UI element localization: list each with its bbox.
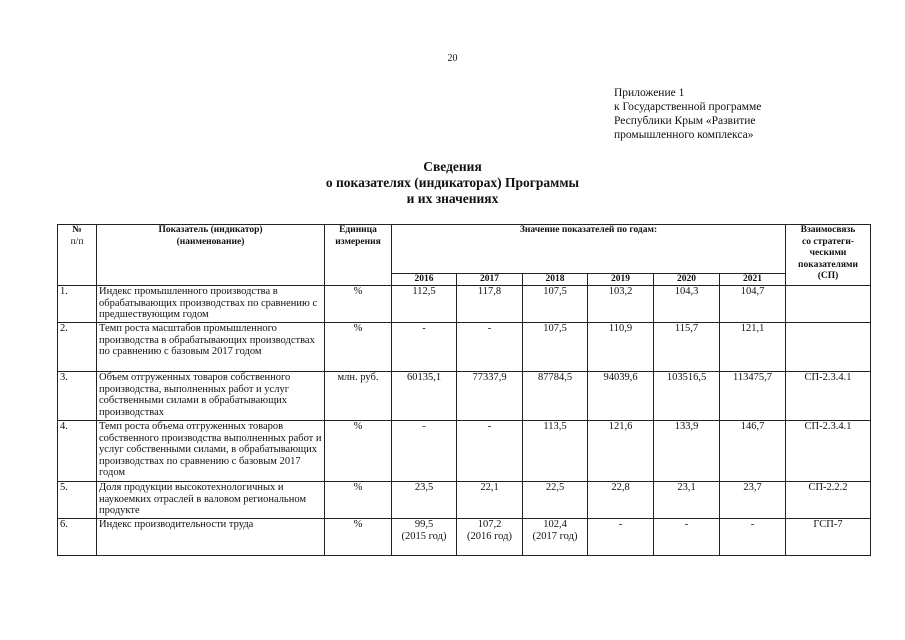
header-indicator-line-2: (наименование) xyxy=(176,236,245,247)
value-cell xyxy=(457,519,523,556)
row-unit: % xyxy=(325,286,392,323)
row-link: СП-2.3.4.1 xyxy=(786,421,871,482)
value-cell: 87784,5 xyxy=(523,372,588,421)
row-unit: % xyxy=(325,421,392,482)
title-line-1: Сведения xyxy=(423,159,482,174)
indicators-table xyxy=(57,224,871,556)
value-cell: 103,2 xyxy=(588,286,654,323)
appendix-line-4: промышленного комплекса» xyxy=(614,129,754,141)
value-cell xyxy=(392,519,457,556)
value-cell: 22,1 xyxy=(457,482,523,519)
value-cell: 117,8 xyxy=(457,286,523,323)
value-cell: 113,5 xyxy=(523,421,588,482)
value-cell: 146,7 xyxy=(720,421,786,482)
appendix-line-3: Республики Крым «Развитие xyxy=(614,115,756,127)
row-link: ГСП-7 xyxy=(786,519,871,556)
header-link-line-2: со стратеги- xyxy=(802,236,854,247)
row-unit: % xyxy=(325,482,392,519)
appendix-note xyxy=(614,86,894,142)
header-link xyxy=(786,225,871,286)
row-num: 4. xyxy=(58,421,97,482)
value-text: 107,2 xyxy=(477,519,502,530)
title-line-2: о показателях (индикаторах) Программы xyxy=(325,175,580,190)
value-cell: 22,8 xyxy=(588,482,654,519)
header-num-line-1: № xyxy=(72,225,82,235)
table-row xyxy=(58,286,871,323)
value-text: 99,5 xyxy=(414,519,434,530)
document-title xyxy=(0,159,905,207)
table-row xyxy=(58,482,871,519)
value-cell: - xyxy=(392,421,457,482)
row-indicator: Объем отгруженных товаров собственного производства, выполненных работ и услуг собственными силами в обрабатывающих производствах xyxy=(97,372,325,421)
appendix-line-2: к Государственной программе xyxy=(614,101,762,113)
table-row xyxy=(58,372,871,421)
table-row xyxy=(58,421,871,482)
value-cell: 112,5 xyxy=(392,286,457,323)
page-number: 20 xyxy=(447,53,458,64)
value-cell: 107,5 xyxy=(523,286,588,323)
value-cell: 23,1 xyxy=(654,482,720,519)
value-cell: 107,5 xyxy=(523,323,588,372)
value-cell: - xyxy=(588,519,654,556)
header-unit xyxy=(325,225,392,286)
title-line-3: и их значениях xyxy=(406,191,499,206)
value-cell: 22,5 xyxy=(523,482,588,519)
header-link-line-1: Взаимосвязь xyxy=(800,225,856,235)
row-unit: % xyxy=(325,323,392,372)
row-unit: млн. руб. xyxy=(325,372,392,421)
table-row xyxy=(58,323,871,372)
value-cell: 110,9 xyxy=(588,323,654,372)
value-cell: 133,9 xyxy=(654,421,720,482)
row-num: 1. xyxy=(58,286,97,323)
header-link-line-5: (СП) xyxy=(817,271,839,281)
value-cell: 104,7 xyxy=(720,286,786,323)
row-num: 3. xyxy=(58,372,97,421)
header-link-line-3: ческими xyxy=(809,248,847,258)
value-cell: 77337,9 xyxy=(457,372,523,421)
appendix-line-1: Приложение 1 xyxy=(614,87,685,99)
value-cell: 60135,1 xyxy=(392,372,457,421)
year-cell: 2020 xyxy=(654,273,720,286)
value-cell: - xyxy=(720,519,786,556)
header-indicator-line-1: Показатель (индикатор) xyxy=(158,225,263,235)
row-indicator: Индекс производительности труда xyxy=(97,519,325,556)
year-cell: 2018 xyxy=(523,273,588,286)
header-values: Значение показателей по годам: xyxy=(392,225,786,274)
row-link xyxy=(786,286,871,323)
value-cell: - xyxy=(457,421,523,482)
value-cell: 103516,5 xyxy=(654,372,720,421)
year-cell: 2016 xyxy=(392,273,457,286)
value-cell: - xyxy=(392,323,457,372)
table-row xyxy=(58,519,871,556)
row-unit: % xyxy=(325,519,392,556)
header-unit-line-1: Единица xyxy=(339,225,377,235)
row-link: СП-2.3.4.1 xyxy=(786,372,871,421)
row-link: СП-2.2.2 xyxy=(786,482,871,519)
value-cell: 113475,7 xyxy=(720,372,786,421)
header-num xyxy=(58,225,97,286)
value-note: (2017 год) xyxy=(532,530,578,542)
header-row xyxy=(58,225,871,274)
header-unit-line-2: измерения xyxy=(335,236,381,247)
header-link-line-4: показателями xyxy=(798,259,858,270)
header-indicator xyxy=(97,225,325,286)
value-cell: 23,7 xyxy=(720,482,786,519)
value-cell: - xyxy=(654,519,720,556)
value-cell xyxy=(523,519,588,556)
value-text: 102,4 xyxy=(543,519,567,530)
row-indicator: Индекс промышленного производства в обрабатывающих производствах по сравнению с предшествующим годом xyxy=(97,286,325,323)
value-cell: 115,7 xyxy=(654,323,720,372)
row-indicator: Темп роста объема отгруженных товаров собственного производства выполненных работ и услуг собственными силами, в обрабатывающих производствах по сравнению с базовым 2017 годом xyxy=(97,421,325,482)
value-note: (2015 год) xyxy=(401,530,447,542)
row-num: 2. xyxy=(58,323,97,372)
row-num: 6. xyxy=(58,519,97,556)
value-cell: 104,3 xyxy=(654,286,720,323)
value-cell: 94039,6 xyxy=(588,372,654,421)
row-num: 5. xyxy=(58,482,97,519)
value-cell: 23,5 xyxy=(392,482,457,519)
row-indicator: Темп роста масштабов промышленного производства в обрабатывающих производствах по сравнению с базовым 2017 годом xyxy=(97,323,325,372)
row-link xyxy=(786,323,871,372)
header-num-line-2: п/п xyxy=(70,236,84,247)
year-cell: 2019 xyxy=(588,273,654,286)
value-cell: 121,6 xyxy=(588,421,654,482)
value-cell: 121,1 xyxy=(720,323,786,372)
year-cell: 2021 xyxy=(720,273,786,286)
value-cell: - xyxy=(457,323,523,372)
year-cell: 2017 xyxy=(457,273,523,286)
row-indicator: Доля продукции высокотехнологичных и наукоемких отраслей в валовом региональном продукте xyxy=(97,482,325,519)
value-note: (2016 год) xyxy=(467,530,512,542)
